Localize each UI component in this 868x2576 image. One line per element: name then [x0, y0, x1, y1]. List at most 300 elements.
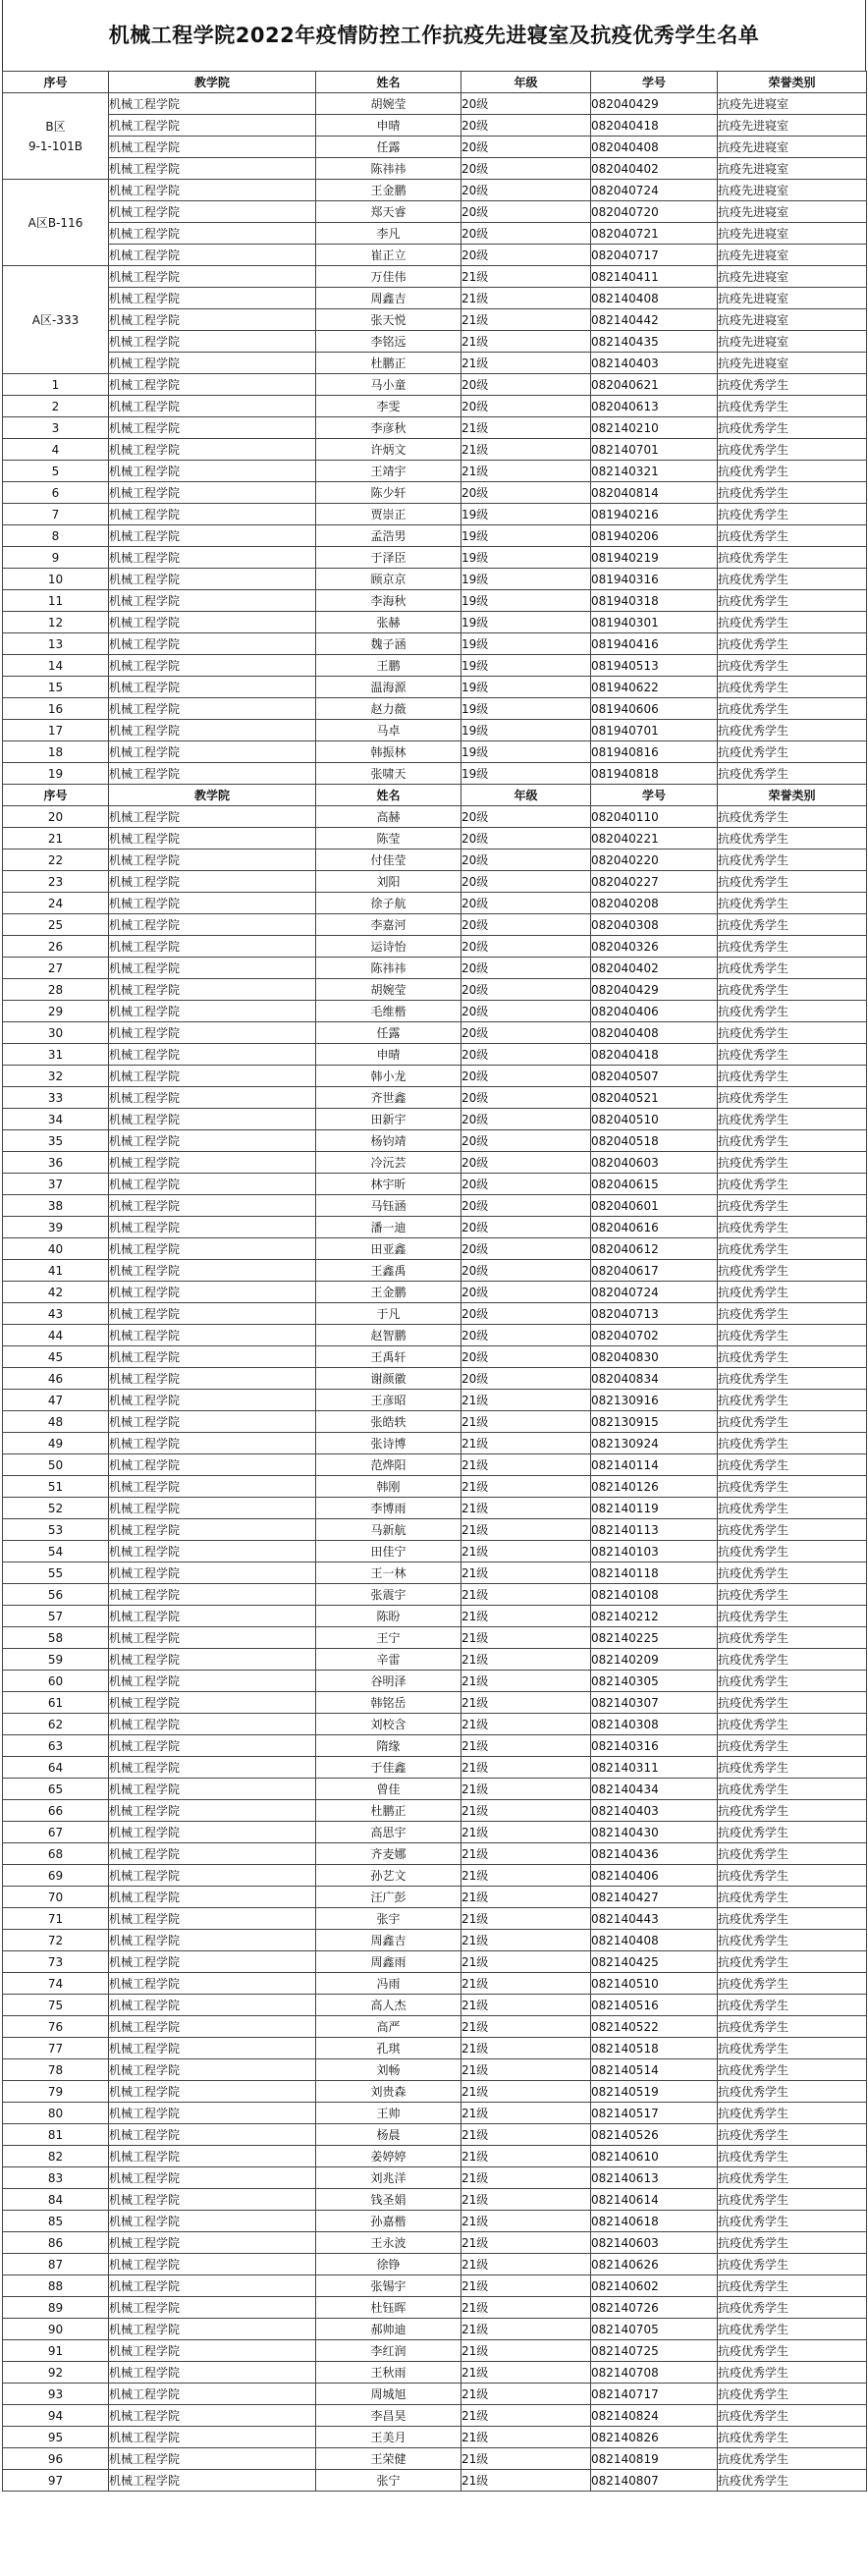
grade-cell: 19级	[461, 547, 591, 569]
college-cell: 机械工程学院	[109, 655, 316, 677]
college-cell: 机械工程学院	[109, 1368, 316, 1390]
name-cell: 郑天睿	[316, 201, 461, 223]
student-id-cell: 082130915	[591, 1411, 718, 1433]
honor-cell: 抗疫优秀学生	[718, 1930, 867, 1951]
seq-cell: 44	[3, 1325, 109, 1346]
college-cell: 机械工程学院	[109, 1692, 316, 1714]
honor-cell: 抗疫优秀学生	[718, 1519, 867, 1541]
college-cell: 机械工程学院	[109, 2275, 316, 2297]
name-cell: 任露	[316, 1022, 461, 1044]
name-cell: 李红润	[316, 2340, 461, 2362]
grade-cell: 21级	[461, 2254, 591, 2275]
student-id-cell: 082140118	[591, 1562, 718, 1584]
grade-cell: 21级	[461, 1454, 591, 1476]
honor-cell: 抗疫优秀学生	[718, 914, 867, 936]
college-cell: 机械工程学院	[109, 979, 316, 1001]
student-id-cell: 082140602	[591, 2275, 718, 2297]
table-row	[3, 525, 867, 547]
student-id-cell: 081940206	[591, 525, 718, 547]
student-id-cell: 082140308	[591, 1714, 718, 1735]
college-cell: 机械工程学院	[109, 504, 316, 525]
table-row	[3, 590, 867, 612]
name-cell: 李凡	[316, 223, 461, 245]
name-cell: 齐麦娜	[316, 1843, 461, 1865]
seq-cell: 14	[3, 655, 109, 677]
student-id-cell: 082140526	[591, 2124, 718, 2146]
grade-cell: 20级	[461, 1325, 591, 1346]
grade-cell: 20级	[461, 1303, 591, 1325]
table-row	[3, 201, 867, 223]
seq-cell: 74	[3, 1973, 109, 1995]
name-cell: 齐世鑫	[316, 1087, 461, 1109]
college-cell: 机械工程学院	[109, 1735, 316, 1757]
honor-cell: 抗疫优秀学生	[718, 720, 867, 741]
college-cell: 机械工程学院	[109, 223, 316, 245]
name-cell: 王一林	[316, 1562, 461, 1584]
table-row	[3, 2362, 867, 2384]
grade-cell: 21级	[461, 2297, 591, 2319]
name-cell: 李嘉河	[316, 914, 461, 936]
seq-cell: 30	[3, 1022, 109, 1044]
college-cell: 机械工程学院	[109, 893, 316, 914]
student-id-cell: 082140108	[591, 1584, 718, 1606]
seq-cell: 50	[3, 1454, 109, 1476]
honor-cell: 抗疫优秀学生	[718, 1368, 867, 1390]
name-cell: 韩振林	[316, 741, 461, 763]
student-id-cell: 082040110	[591, 806, 718, 828]
honor-cell: 抗疫优秀学生	[718, 1130, 867, 1152]
name-cell: 刘贵森	[316, 2081, 461, 2103]
honor-cell: 抗疫优秀学生	[718, 1303, 867, 1325]
college-cell: 机械工程学院	[109, 2167, 316, 2189]
grade-cell: 21级	[461, 1671, 591, 1692]
seq-cell: 97	[3, 2470, 109, 2492]
student-id-cell: 082140403	[591, 353, 718, 374]
student-id-cell: 082140705	[591, 2319, 718, 2340]
honor-cell: 抗疫优秀学生	[718, 2211, 867, 2232]
seq-cell: 5	[3, 461, 109, 482]
table-row	[3, 850, 867, 871]
table-row	[3, 633, 867, 655]
seq-cell: 96	[3, 2448, 109, 2470]
name-cell: 谷明泽	[316, 1671, 461, 1692]
grade-cell: 21级	[461, 2319, 591, 2340]
honor-cell: 抗疫优秀学生	[718, 2038, 867, 2059]
column-header: 教学院	[109, 72, 316, 93]
grade-cell: 20级	[461, 914, 591, 936]
grade-cell: 21级	[461, 2016, 591, 2038]
student-id-cell: 082140725	[591, 2340, 718, 2362]
college-cell: 机械工程学院	[109, 2189, 316, 2211]
name-cell: 王靖宇	[316, 461, 461, 482]
table-row	[3, 914, 867, 936]
college-cell: 机械工程学院	[109, 2081, 316, 2103]
table-row	[3, 504, 867, 525]
student-id-cell: 082040418	[591, 1044, 718, 1066]
honor-cell: 抗疫优秀学生	[718, 1066, 867, 1087]
grade-cell: 20级	[461, 93, 591, 115]
seq-cell: 56	[3, 1584, 109, 1606]
college-cell: 机械工程学院	[109, 1411, 316, 1433]
seq-cell: 7	[3, 504, 109, 525]
grade-cell: 21级	[461, 1541, 591, 1562]
table-row	[3, 1562, 867, 1584]
grade-cell: 21级	[461, 1951, 591, 1973]
name-cell: 钱圣娟	[316, 2189, 461, 2211]
dorm-label: B区	[45, 119, 66, 134]
honor-cell: 抗疫优秀学生	[718, 2059, 867, 2081]
honor-cell: 抗疫优秀学生	[718, 1671, 867, 1692]
grade-cell: 21级	[461, 2275, 591, 2297]
name-cell: 田亚鑫	[316, 1238, 461, 1260]
student-id-cell: 082140701	[591, 439, 718, 461]
honor-cell: 抗疫优秀学生	[718, 2232, 867, 2254]
college-cell: 机械工程学院	[109, 2384, 316, 2405]
grade-cell: 20级	[461, 1130, 591, 1152]
honor-cell: 抗疫优秀学生	[718, 698, 867, 720]
student-id-cell: 082040326	[591, 936, 718, 958]
name-cell: 马小童	[316, 374, 461, 396]
grade-cell: 21级	[461, 1519, 591, 1541]
table-row	[3, 2470, 867, 2492]
honor-cell: 抗疫优秀学生	[718, 374, 867, 396]
honor-cell: 抗疫优秀学生	[718, 633, 867, 655]
seq-cell: 95	[3, 2427, 109, 2448]
table-row	[3, 115, 867, 137]
column-header: 学号	[591, 785, 718, 806]
name-cell: 陈祎祎	[316, 158, 461, 180]
honor-cell: 抗疫优秀学生	[718, 1908, 867, 1930]
grade-cell: 21级	[461, 2384, 591, 2405]
student-id-cell: 082140819	[591, 2448, 718, 2470]
seq-cell: 19	[3, 763, 109, 785]
name-cell: 徐铮	[316, 2254, 461, 2275]
table-row	[3, 158, 867, 180]
seq-cell: 57	[3, 1606, 109, 1627]
seq-cell: 52	[3, 1498, 109, 1519]
table-row	[3, 2059, 867, 2081]
grade-cell: 20级	[461, 180, 591, 201]
college-cell: 机械工程学院	[109, 1671, 316, 1692]
table-row	[3, 1260, 867, 1282]
name-cell: 王荣健	[316, 2448, 461, 2470]
student-id-cell: 082140434	[591, 1779, 718, 1800]
honor-cell: 抗疫优秀学生	[718, 958, 867, 979]
grade-cell: 21级	[461, 1930, 591, 1951]
name-cell: 王鹏	[316, 655, 461, 677]
student-id-cell: 082140436	[591, 1843, 718, 1865]
student-id-cell: 081940318	[591, 590, 718, 612]
honor-cell: 抗疫优秀学生	[718, 461, 867, 482]
table-row	[3, 1519, 867, 1541]
name-cell: 杜钰晖	[316, 2297, 461, 2319]
student-id-cell: 082140425	[591, 1951, 718, 1973]
student-id-cell: 082140406	[591, 1865, 718, 1887]
college-cell: 机械工程学院	[109, 547, 316, 569]
name-cell: 王金鹏	[316, 180, 461, 201]
column-header: 学号	[591, 72, 718, 93]
table-row	[3, 2016, 867, 2038]
seq-cell: 73	[3, 1951, 109, 1973]
grade-cell: 21级	[461, 1779, 591, 1800]
seq-cell: 72	[3, 1930, 109, 1951]
college-cell: 机械工程学院	[109, 2103, 316, 2124]
honor-cell: 抗疫先进寝室	[718, 309, 867, 331]
seq-cell: 70	[3, 1887, 109, 1908]
grade-cell: 19级	[461, 612, 591, 633]
student-id-cell: 082040308	[591, 914, 718, 936]
grade-cell: 21级	[461, 1606, 591, 1627]
table-row	[3, 2405, 867, 2427]
student-id-cell: 082140603	[591, 2232, 718, 2254]
student-id-cell: 082140119	[591, 1498, 718, 1519]
name-cell: 张啸天	[316, 763, 461, 785]
student-id-cell: 081940701	[591, 720, 718, 741]
seq-cell: 48	[3, 1411, 109, 1433]
honor-cell: 抗疫优秀学生	[718, 1606, 867, 1627]
student-id-cell: 082040227	[591, 871, 718, 893]
seq-cell: 33	[3, 1087, 109, 1109]
seq-cell: 87	[3, 2254, 109, 2275]
grade-cell: 19级	[461, 763, 591, 785]
honor-cell: 抗疫优秀学生	[718, 1109, 867, 1130]
name-cell: 孔琪	[316, 2038, 461, 2059]
table-row	[3, 936, 867, 958]
college-cell: 机械工程学院	[109, 1130, 316, 1152]
honor-cell: 抗疫先进寝室	[718, 201, 867, 223]
college-cell: 机械工程学院	[109, 309, 316, 331]
seq-cell: 25	[3, 914, 109, 936]
seq-cell: 31	[3, 1044, 109, 1066]
honor-cell: 抗疫优秀学生	[718, 741, 867, 763]
student-id-cell: 082140443	[591, 1908, 718, 1930]
table-row	[3, 1671, 867, 1692]
seq-cell: 93	[3, 2384, 109, 2405]
grade-cell: 20级	[461, 979, 591, 1001]
college-cell: 机械工程学院	[109, 1822, 316, 1843]
seq-cell: 75	[3, 1995, 109, 2016]
seq-cell: 32	[3, 1066, 109, 1087]
name-cell: 李雯	[316, 396, 461, 417]
honor-cell: 抗疫先进寝室	[718, 353, 867, 374]
table-row	[3, 1001, 867, 1022]
seq-cell: 63	[3, 1735, 109, 1757]
college-cell: 机械工程学院	[109, 2319, 316, 2340]
grade-cell: 21级	[461, 1411, 591, 1433]
honor-cell: 抗疫优秀学生	[718, 1865, 867, 1887]
table-row	[3, 1779, 867, 1800]
seq-cell: 4	[3, 439, 109, 461]
name-cell: 高赫	[316, 806, 461, 828]
college-cell: 机械工程学院	[109, 1951, 316, 1973]
table-row	[3, 1325, 867, 1346]
honor-cell: 抗疫优秀学生	[718, 2275, 867, 2297]
honor-cell: 抗疫优秀学生	[718, 1800, 867, 1822]
college-cell: 机械工程学院	[109, 482, 316, 504]
college-cell: 机械工程学院	[109, 2470, 316, 2492]
honor-cell: 抗疫优秀学生	[718, 2297, 867, 2319]
grade-cell: 19级	[461, 677, 591, 698]
college-cell: 机械工程学院	[109, 1454, 316, 1476]
table-row	[3, 871, 867, 893]
student-id-cell: 082140307	[591, 1692, 718, 1714]
student-id-cell: 082040208	[591, 893, 718, 914]
table-row	[3, 1454, 867, 1476]
grade-cell: 20级	[461, 245, 591, 266]
name-cell: 李彦秋	[316, 417, 461, 439]
seq-cell: 80	[3, 2103, 109, 2124]
seq-cell: 27	[3, 958, 109, 979]
honor-cell: 抗疫优秀学生	[718, 547, 867, 569]
honor-cell: 抗疫优秀学生	[718, 1044, 867, 1066]
student-id-cell: 082140114	[591, 1454, 718, 1476]
honor-cell: 抗疫优秀学生	[718, 936, 867, 958]
table-row	[3, 979, 867, 1001]
table-row	[3, 2254, 867, 2275]
student-id-cell: 082140826	[591, 2427, 718, 2448]
honor-cell: 抗疫优秀学生	[718, 525, 867, 547]
table-row	[3, 2319, 867, 2340]
name-cell: 顾京京	[316, 569, 461, 590]
table-row	[3, 1800, 867, 1822]
student-id-cell: 081940816	[591, 741, 718, 763]
seq-cell: 69	[3, 1865, 109, 1887]
table-row	[3, 1951, 867, 1973]
name-cell: 万佳伟	[316, 266, 461, 288]
column-header: 姓名	[316, 72, 461, 93]
table-row	[3, 2297, 867, 2319]
seq-cell: 47	[3, 1390, 109, 1411]
grade-cell: 20级	[461, 374, 591, 396]
name-cell: 刘畅	[316, 2059, 461, 2081]
student-id-cell: 082040221	[591, 828, 718, 850]
grade-cell: 19级	[461, 655, 591, 677]
column-header: 教学院	[109, 785, 316, 806]
table-row	[3, 958, 867, 979]
seq-cell: 92	[3, 2362, 109, 2384]
seq-cell: 79	[3, 2081, 109, 2103]
grade-cell: 19级	[461, 741, 591, 763]
college-cell: 机械工程学院	[109, 288, 316, 309]
student-id-cell: 082140519	[591, 2081, 718, 2103]
grade-cell: 21级	[461, 288, 591, 309]
grade-cell: 21级	[461, 1757, 591, 1779]
name-cell: 孟浩男	[316, 525, 461, 547]
grade-cell: 20级	[461, 482, 591, 504]
student-id-cell: 082140316	[591, 1735, 718, 1757]
seq-cell: 6	[3, 482, 109, 504]
honor-cell: 抗疫优秀学生	[718, 2016, 867, 2038]
college-cell: 机械工程学院	[109, 417, 316, 439]
student-id-cell: 082040617	[591, 1260, 718, 1282]
honor-cell: 抗疫优秀学生	[718, 2189, 867, 2211]
seq-cell: 65	[3, 1779, 109, 1800]
honor-cell: 抗疫优秀学生	[718, 2384, 867, 2405]
name-cell: 张皓轶	[316, 1411, 461, 1433]
student-id-cell: 082040521	[591, 1087, 718, 1109]
honor-cell: 抗疫优秀学生	[718, 1779, 867, 1800]
honor-cell: 抗疫优秀学生	[718, 1454, 867, 1476]
student-id-cell: 082140212	[591, 1606, 718, 1627]
student-id-cell: 082040720	[591, 201, 718, 223]
honor-cell: 抗疫优秀学生	[718, 893, 867, 914]
grade-cell: 21级	[461, 2038, 591, 2059]
column-header: 序号	[3, 72, 109, 93]
grade-cell: 20级	[461, 1066, 591, 1087]
honor-cell: 抗疫优秀学生	[718, 2254, 867, 2275]
grade-cell: 21级	[461, 1735, 591, 1757]
name-cell: 郝帅迪	[316, 2319, 461, 2340]
seq-cell: 54	[3, 1541, 109, 1562]
student-id-cell: 082040615	[591, 1174, 718, 1195]
college-cell: 机械工程学院	[109, 1109, 316, 1130]
table-row	[3, 439, 867, 461]
student-id-cell: 081940622	[591, 677, 718, 698]
college-cell: 机械工程学院	[109, 1022, 316, 1044]
table-row	[3, 1087, 867, 1109]
table-row	[3, 93, 867, 115]
name-cell: 王彦昭	[316, 1390, 461, 1411]
name-cell: 王宁	[316, 1627, 461, 1649]
column-header: 姓名	[316, 785, 461, 806]
name-cell: 付佳莹	[316, 850, 461, 871]
student-id-cell: 082140516	[591, 1995, 718, 2016]
name-cell: 杜鹏正	[316, 1800, 461, 1822]
college-cell: 机械工程学院	[109, 741, 316, 763]
student-id-cell: 082040507	[591, 1066, 718, 1087]
honor-cell: 抗疫优秀学生	[718, 2448, 867, 2470]
college-cell: 机械工程学院	[109, 1346, 316, 1368]
name-cell: 魏子涵	[316, 633, 461, 655]
dorm-label: A区-333	[31, 312, 80, 327]
college-cell: 机械工程学院	[109, 353, 316, 374]
college-cell: 机械工程学院	[109, 1066, 316, 1087]
grade-cell: 21级	[461, 2081, 591, 2103]
college-cell: 机械工程学院	[109, 763, 316, 785]
seq-cell: 41	[3, 1260, 109, 1282]
table-row	[3, 655, 867, 677]
seq-cell: 78	[3, 2059, 109, 2081]
student-id-cell: 082040603	[591, 1152, 718, 1174]
name-cell: 高严	[316, 2016, 461, 2038]
table-row	[3, 2427, 867, 2448]
grade-cell: 21级	[461, 2146, 591, 2167]
name-cell: 赵力薇	[316, 698, 461, 720]
college-cell: 机械工程学院	[109, 569, 316, 590]
dorm-label: A区B-116	[27, 215, 83, 230]
student-id-cell: 082040713	[591, 1303, 718, 1325]
name-cell: 林宇昕	[316, 1174, 461, 1195]
grade-cell: 21级	[461, 2103, 591, 2124]
student-id-cell: 082140514	[591, 2059, 718, 2081]
honor-cell: 抗疫优秀学生	[718, 1022, 867, 1044]
seq-cell: 2	[3, 396, 109, 417]
table-row	[3, 417, 867, 439]
table-row	[3, 353, 867, 374]
student-id-cell: 082040830	[591, 1346, 718, 1368]
student-id-cell: 082140807	[591, 2470, 718, 2492]
honor-cell: 抗疫优秀学生	[718, 1238, 867, 1260]
seq-cell: 81	[3, 2124, 109, 2146]
honor-cell: 抗疫优秀学生	[718, 612, 867, 633]
seq-cell: 13	[3, 633, 109, 655]
college-cell: 机械工程学院	[109, 2254, 316, 2275]
table-row	[3, 396, 867, 417]
honor-cell: 抗疫优秀学生	[718, 1433, 867, 1454]
grade-cell: 21级	[461, 1714, 591, 1735]
dorm-cell	[3, 180, 109, 266]
table-row	[3, 309, 867, 331]
